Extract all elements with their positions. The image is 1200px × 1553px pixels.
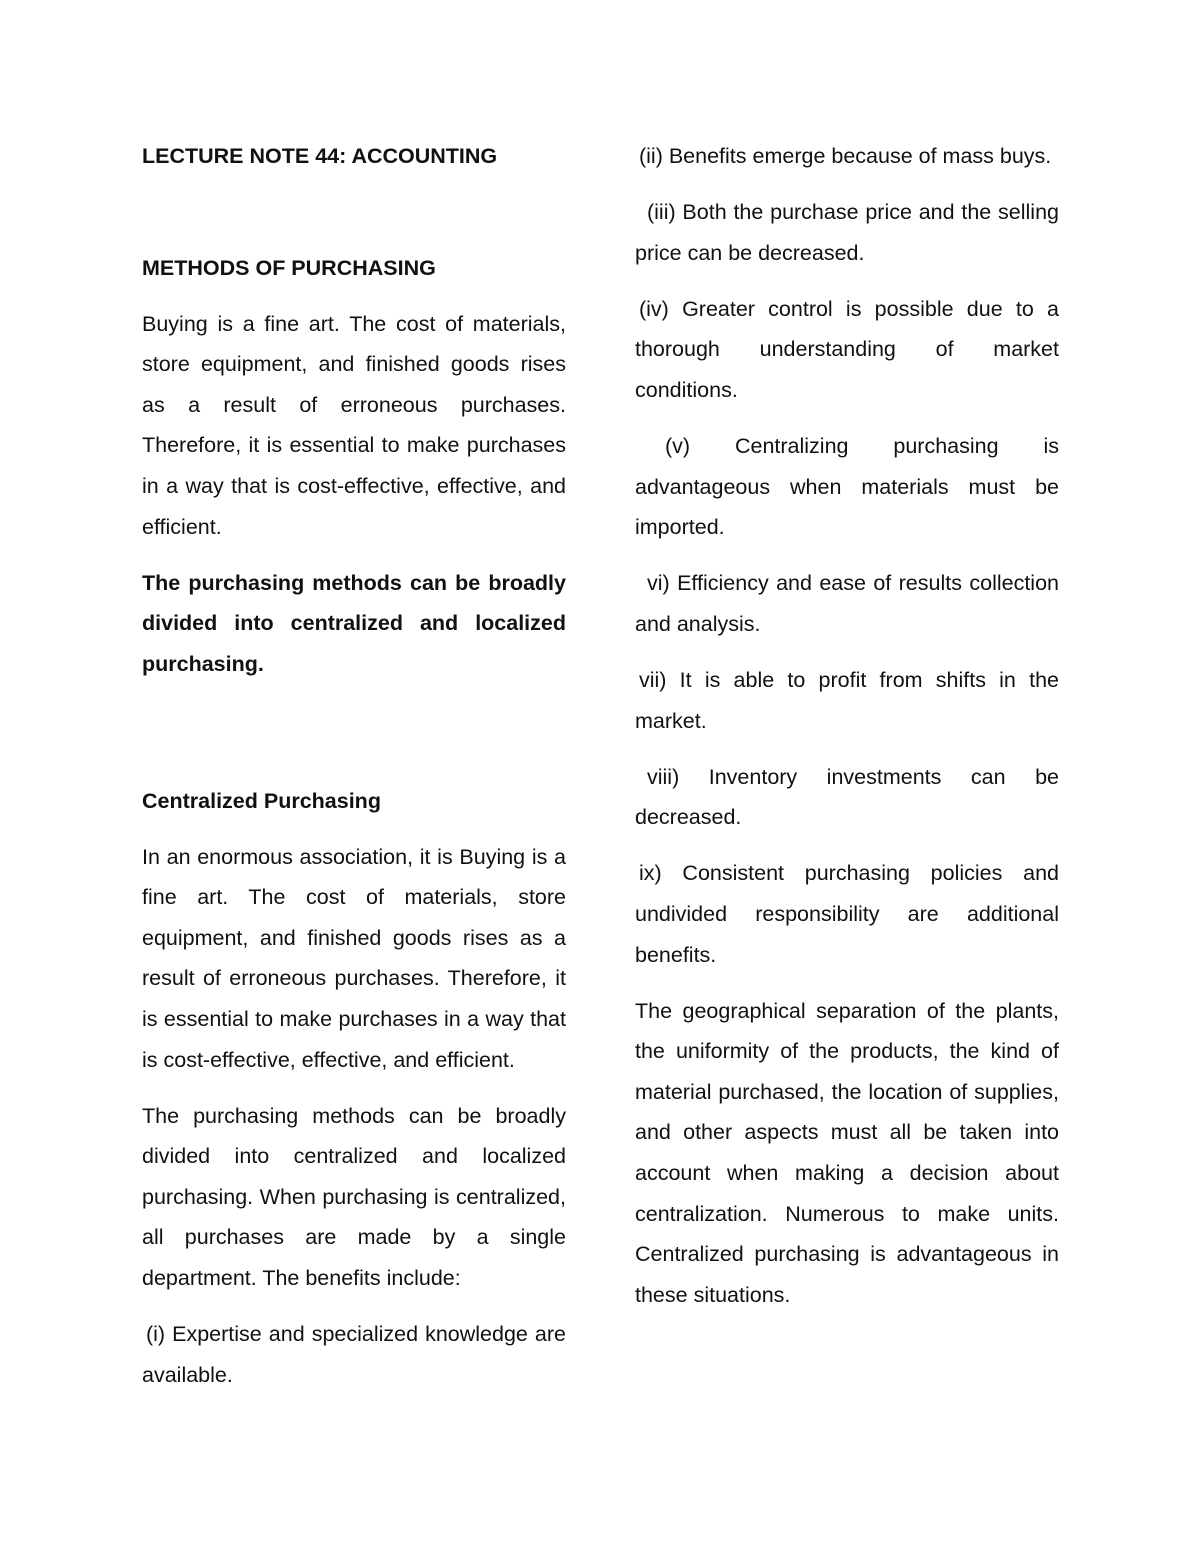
closing-paragraph: The geographical separation of the plants, the uniformity of the products, the kind of material purchased, the location of supplies, and other aspects must all be taken into account when making a decision about centralization. Numerous to make units. Centralized purchasing is advantageous in these situations. bbox=[635, 998, 1059, 1307]
benefit-item: viii) Inventory investments can be decreased. bbox=[635, 764, 1059, 830]
bold-statement: The purchasing methods can be broadly divided into centralized and localized purchasing. bbox=[142, 570, 566, 676]
benefit-item: ix) Consistent purchasing policies and undivided responsibility are additional benefits. bbox=[635, 861, 1059, 967]
centralized-paragraph: In an enormous association, it is Buying is a fine art. The cost of materials, store equipment, and finished goods rises as a result of erroneous purchases. Therefore, it is essential to make purchases in a way that is cost-effective, effective, and efficient. bbox=[142, 844, 566, 1072]
document-title: LECTURE NOTE 44: ACCOUNTING bbox=[142, 144, 498, 168]
benefit-item: (iii) Both the purchase price and the selling price can be decreased. bbox=[635, 200, 1059, 265]
benefit-item: vi) Efficiency and ease of results collection and analysis. bbox=[635, 571, 1059, 636]
subheading-centralized: Centralized Purchasing bbox=[142, 788, 381, 813]
left-column bbox=[142, 136, 566, 1411]
section-heading: METHODS OF PURCHASING bbox=[142, 255, 436, 280]
benefit-item: (ii) Benefits emerge because of mass buys. bbox=[639, 144, 1052, 168]
benefit-item: (iv) Greater control is possible due to a thorough understanding of market conditions. bbox=[635, 296, 1059, 402]
benefit-item: (v) Centralizing purchasing is advantageous when materials must be imported. bbox=[635, 434, 1059, 540]
benefit-item: (i) Expertise and specialized knowledge are available. bbox=[142, 1322, 566, 1387]
methods-paragraph: The purchasing methods can be broadly divided into centralized and localized purchasing. When purchasing is centralized, all purchases are made by a single department. The benefits include: bbox=[142, 1103, 566, 1291]
right-column bbox=[635, 136, 1059, 1331]
benefit-item: vii) It is able to profit from shifts in the market. bbox=[635, 668, 1059, 733]
intro-paragraph: Buying is a fine art. The cost of materials, store equipment, and finished goods rises as a result of erroneous purchases. Therefore, it is essential to make purchases in a way that is cost-effective, effective, and efficient. bbox=[142, 311, 566, 539]
